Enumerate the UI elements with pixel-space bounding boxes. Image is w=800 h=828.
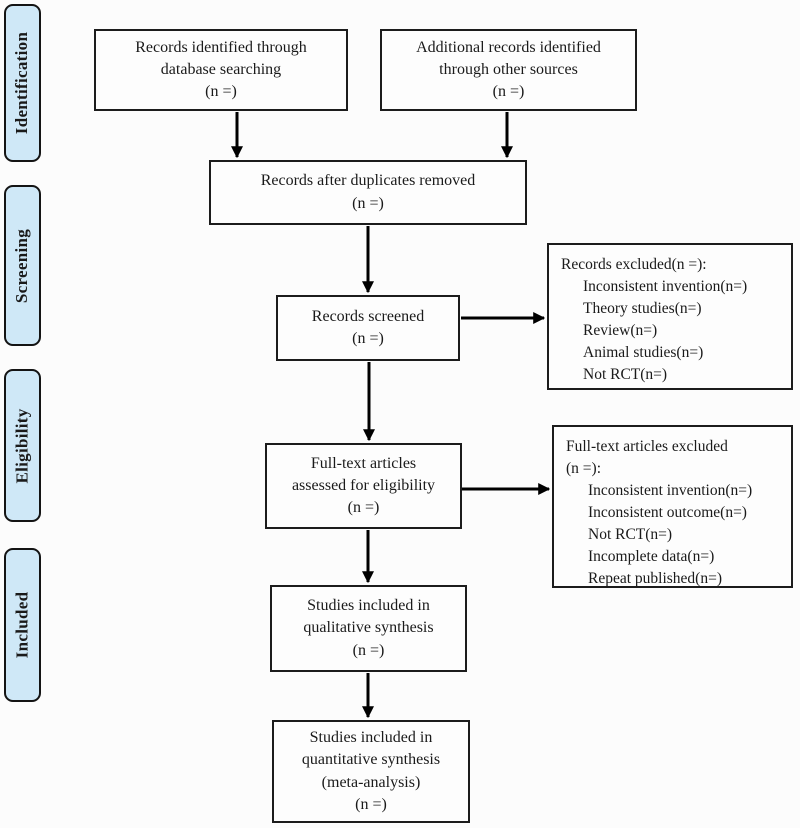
- fulltext-excluded-item: Repeat published(n=): [588, 570, 722, 587]
- fulltext-excluded-item: Incomplete data(n=): [588, 548, 715, 565]
- box-records-screened-text: Records screened (n =): [311, 307, 425, 347]
- stage-label-included: [4, 548, 41, 702]
- box-duplicates-removed: [209, 160, 527, 225]
- box-records-identified-db: [94, 29, 348, 111]
- fulltext-excluded-item: Inconsistent outcome(n=): [588, 504, 747, 521]
- box-additional-records-text: Additional records identified through other sources (n =): [416, 38, 601, 101]
- stage-label-identification-text: Identification: [12, 31, 32, 135]
- box-records-identified-db-text: Records identified through database searching (n =): [135, 38, 307, 101]
- stage-label-included-text: Included: [12, 591, 32, 659]
- records-excluded-item: Animal studies(n=): [583, 344, 704, 361]
- box-qualitative-synthesis-text: Studies included in qualitative synthesis (n =): [303, 597, 434, 659]
- records-excluded-item: Inconsistent invention(n=): [583, 278, 748, 295]
- box-duplicates-removed-text: Records after duplicates removed (n =): [260, 172, 476, 212]
- records-excluded-item: Theory studies(n=): [583, 300, 702, 317]
- stage-label-screening-text: Screening: [12, 228, 32, 303]
- box-fulltext-assessed: [265, 443, 462, 529]
- records-excluded-title: Records excluded(n =):: [561, 256, 707, 273]
- records-excluded-item: Review(n=): [583, 322, 658, 339]
- records-excluded-item: Not RCT(n=): [583, 366, 668, 383]
- stage-label-eligibility: [4, 369, 41, 522]
- fulltext-excluded-title: Full-text articles excluded (n =):: [566, 438, 728, 477]
- box-fulltext-assessed-text: Full-text articles assessed for eligibility (n =): [291, 454, 436, 517]
- box-quantitative-synthesis: [272, 720, 470, 823]
- box-quantitative-synthesis-text: Studies included in quantitative synthesis (meta-analysis) (n =): [301, 729, 441, 813]
- fulltext-excluded-item: Not RCT(n=): [588, 526, 673, 543]
- stage-label-screening: [4, 185, 41, 346]
- box-additional-records: [380, 29, 637, 111]
- box-records-excluded: [547, 243, 793, 390]
- box-qualitative-synthesis: [270, 585, 467, 672]
- stage-label-eligibility-text: Eligibility: [12, 407, 32, 484]
- box-fulltext-excluded: [552, 425, 793, 588]
- fulltext-excluded-item: Inconsistent invention(n=): [588, 482, 753, 499]
- box-records-screened: [276, 295, 460, 361]
- stage-label-identification: [4, 4, 41, 162]
